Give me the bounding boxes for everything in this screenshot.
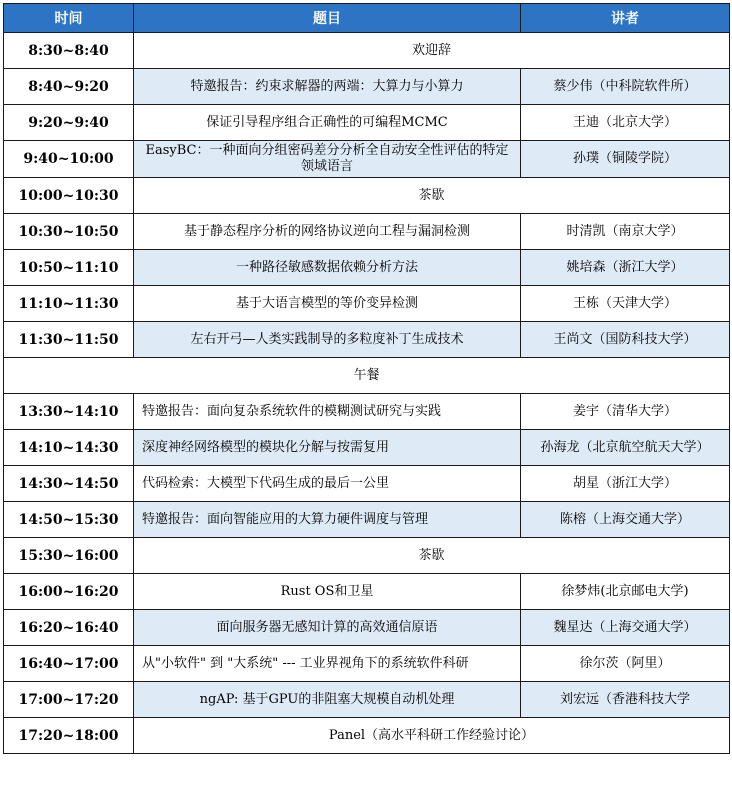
talk-title-cell: 基于大语言模型的等价变异检测 [134, 286, 521, 322]
speaker-cell: 胡星（浙江大学） [521, 466, 730, 502]
time-cell: 14:50~15:30 [4, 502, 134, 538]
speaker-cell: 孙璞（铜陵学院） [521, 141, 730, 178]
session-break: 午餐 [4, 358, 730, 394]
header-speaker: 讲者 [521, 4, 730, 33]
time-cell: 13:30~14:10 [4, 394, 134, 430]
talk-title-cell: 深度神经网络模型的模块化分解与按需复用 [134, 430, 521, 466]
time-cell: 14:10~14:30 [4, 430, 134, 466]
table-row [4, 69, 730, 105]
table-row [4, 574, 730, 610]
table-row [4, 610, 730, 646]
time-cell: 10:50~11:10 [4, 250, 134, 286]
time-cell: 8:30~8:40 [4, 33, 134, 69]
time-cell: 16:20~16:40 [4, 610, 134, 646]
table-row [4, 430, 730, 466]
talk-title-cell: 代码检索：大模型下代码生成的最后一公里 [134, 466, 521, 502]
table-row [4, 718, 730, 754]
talk-title-cell: 从"小软件" 到 "大系统" --- 工业界视角下的系统软件科研 [134, 646, 521, 682]
speaker-cell: 孙海龙（北京航空航天大学） [521, 430, 730, 466]
header-title: 题目 [134, 4, 521, 33]
speaker-cell: 陈榕（上海交通大学） [521, 502, 730, 538]
talk-title-cell: EasyBC：一种面向分组密码差分分析全自动安全性评估的特定领域语言 [134, 141, 521, 178]
session-cell: 欢迎辞 [134, 33, 730, 69]
table-row [4, 250, 730, 286]
speaker-cell: 时清凯（南京大学） [521, 214, 730, 250]
speaker-cell: 徐梦炜(北京邮电大学) [521, 574, 730, 610]
time-cell: 9:40~10:00 [4, 141, 134, 178]
time-cell: 14:30~14:50 [4, 466, 134, 502]
speaker-cell: 姚培森（浙江大学） [521, 250, 730, 286]
time-cell: 11:30~11:50 [4, 322, 134, 358]
time-cell: 15:30~16:00 [4, 538, 134, 574]
talk-title-cell: 一种路径敏感数据依赖分析方法 [134, 250, 521, 286]
time-cell: 16:40~17:00 [4, 646, 134, 682]
schedule-table [3, 3, 730, 754]
time-cell: 10:00~10:30 [4, 178, 134, 214]
table-row [4, 141, 730, 178]
time-cell: 11:10~11:30 [4, 286, 134, 322]
time-cell: 17:00~17:20 [4, 682, 134, 718]
talk-title-cell: 面向服务器无感知计算的高效通信原语 [134, 610, 521, 646]
time-cell: 16:00~16:20 [4, 574, 134, 610]
table-row [4, 322, 730, 358]
table-row [4, 33, 730, 69]
speaker-cell: 刘宏远（香港科技大学 [521, 682, 730, 718]
table-row [4, 358, 730, 394]
table-row [4, 538, 730, 574]
talk-title-cell: 左右开弓—人类实践制导的多粒度补丁生成技术 [134, 322, 521, 358]
table-row [4, 646, 730, 682]
speaker-cell: 魏星达（上海交通大学） [521, 610, 730, 646]
session-cell: 茶歇 [134, 178, 730, 214]
talk-title-cell: 特邀报告：面向复杂系统软件的模糊测试研究与实践 [134, 394, 521, 430]
table-row [4, 178, 730, 214]
table-row [4, 214, 730, 250]
time-cell: 8:40~9:20 [4, 69, 134, 105]
speaker-cell: 王迪（北京大学） [521, 105, 730, 141]
talk-title-cell: 基于静态程序分析的网络协议逆向工程与漏洞检测 [134, 214, 521, 250]
table-row [4, 286, 730, 322]
talk-title-cell: 特邀报告：面向智能应用的大算力硬件调度与管理 [134, 502, 521, 538]
table-row [4, 682, 730, 718]
talk-title-cell: Rust OS和卫星 [134, 574, 521, 610]
time-cell: 9:20~9:40 [4, 105, 134, 141]
talk-title-cell: 特邀报告：约束求解器的两端：大算力与小算力 [134, 69, 521, 105]
session-cell: Panel（高水平科研工作经验讨论） [134, 718, 730, 754]
talk-title-cell: ngAP: 基于GPU的非阻塞大规模自动机处理 [134, 682, 521, 718]
talk-title-cell: 保证引导程序组合正确性的可编程MCMC [134, 105, 521, 141]
table-row [4, 466, 730, 502]
table-row [4, 105, 730, 141]
time-cell: 17:20~18:00 [4, 718, 134, 754]
speaker-cell: 蔡少伟（中科院软件所） [521, 69, 730, 105]
speaker-cell: 王栋（天津大学） [521, 286, 730, 322]
schedule-body [4, 33, 730, 754]
speaker-cell: 王尚文（国防科技大学） [521, 322, 730, 358]
session-cell: 茶歇 [134, 538, 730, 574]
table-row [4, 394, 730, 430]
header-time: 时间 [4, 4, 134, 33]
table-row [4, 502, 730, 538]
time-cell: 10:30~10:50 [4, 214, 134, 250]
speaker-cell: 姜宇（清华大学） [521, 394, 730, 430]
header-row [4, 4, 730, 33]
speaker-cell: 徐尔茨（阿里） [521, 646, 730, 682]
